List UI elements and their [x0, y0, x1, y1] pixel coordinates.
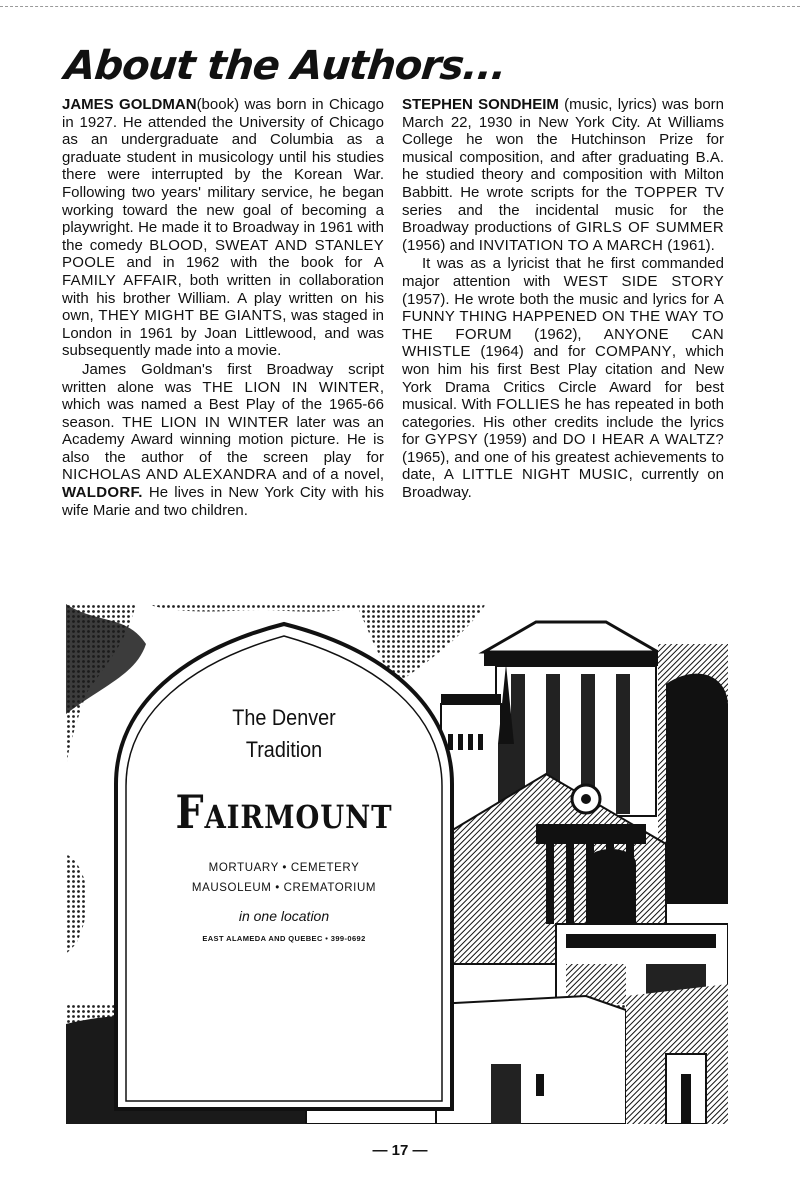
- goldman-paragraph-2: [62, 361, 384, 519]
- text-run: (1956) and: [402, 236, 479, 254]
- goldman-paragraph-1: [62, 96, 384, 360]
- work-title: THE LION IN WINTER: [202, 378, 380, 396]
- work-title: A FAMILY AFFAIR: [62, 254, 384, 289]
- work-title: DO I HEAR A WALTZ?: [562, 431, 724, 449]
- goldman-column: [62, 96, 384, 519]
- work-title: TOPPER: [634, 183, 698, 201]
- text-run: (1957). He wrote both the music and lyrics for: [402, 290, 714, 308]
- work-title: THEY MIGHT BE GIANTS: [98, 307, 283, 325]
- text-run: , was staged in London in 1961 by Joan Littlewood, and was subsequently made into a movie.: [62, 307, 384, 360]
- text-run: , currently on Broadway.: [402, 466, 724, 502]
- ad-copy: [134, 702, 434, 943]
- ad-headline-line-1: The Denver: [232, 705, 336, 730]
- text-run: (1959) and: [478, 431, 563, 449]
- work-title: NICHOLAS AND ALEXANDRA: [62, 466, 277, 484]
- work-title: THE LION IN WINTER: [122, 413, 290, 431]
- ad-services: [134, 858, 434, 898]
- text-run: He lives in New York City with his wife Marie and two children.: [62, 484, 384, 519]
- text-run: , both written in collaboration with his brother William. A play written on his own,: [62, 271, 384, 325]
- text-run: (music, lyrics) was born March 22, 1930 in New York City. At Williams College he won the Hutchinson Prize for musical composition, and after graduating B.A. he studied theory and composition with Milton Babbitt. He wrote scripts for the: [402, 96, 725, 201]
- text-run: TV series and the incidental music for the Broadway productions of: [402, 183, 724, 237]
- text-run: , which was named a Best Play of the 1965-66 season.: [62, 378, 384, 431]
- text-run: (book) was born in Chicago in 1927. He attended the University of Chicago as an undergraduate and Columbia as a graduate student in musicology until his studies there were interrupted by the Korean War. Following two years' military service, he began working toward the new goal of becoming a playwright. He made it to Broadway in 1961 with the comedy: [62, 96, 385, 254]
- page-number: — 17 —: [372, 1142, 428, 1159]
- author-name-sondheim: STEPHEN SONDHEIM: [402, 96, 559, 113]
- text-run: (1964) and for: [470, 343, 596, 361]
- top-rule: [0, 6, 800, 8]
- ad-address: EAST ALAMEDA AND QUEBEC • 399-0692: [202, 934, 366, 943]
- fairmount-logo: Fairmount: [175, 785, 393, 839]
- ad-services-line-1: MORTUARY • CEMETERY: [208, 862, 360, 874]
- work-title: GIRLS OF SUMMER: [575, 219, 724, 237]
- work-title: GYPSY: [424, 431, 479, 449]
- work-title: WEST SIDE STORY: [563, 272, 724, 290]
- work-title: A LITTLE NIGHT MUSIC: [443, 466, 629, 484]
- page-title: About the Authors...: [62, 43, 509, 89]
- work-title: BLOOD, SWEAT AND STANLEY POOLE: [62, 236, 385, 272]
- author-name-goldman: JAMES GOLDMAN: [62, 96, 197, 113]
- fairmount-advertisement: [66, 604, 728, 1124]
- sondheim-column: [402, 96, 724, 502]
- text-run: James Goldman's first Broadway script written alone was: [62, 360, 384, 396]
- ad-location: in one location: [238, 908, 330, 924]
- work-title: FOLLIES: [496, 396, 561, 414]
- text-run: (1962),: [511, 325, 604, 343]
- ad-services-line-2: MAUSOLEUM • CREMATORIUM: [191, 882, 377, 894]
- work-title: A FUNNY THING HAPPENED ON THE WAY TO THE FORUM: [402, 290, 724, 343]
- work-title: INVITATION TO A MARCH: [478, 236, 664, 254]
- sondheim-paragraph-1: [402, 96, 724, 254]
- work-title: COMPANY: [595, 343, 672, 361]
- work-title: WALDORF.: [62, 484, 143, 502]
- text-run: he has repeated in both categories. His other credits include the lyrics for: [402, 396, 724, 449]
- text-run: , which won him his first Best Play citation and New York Drama Critics Circle Award for best musical. With: [402, 343, 725, 414]
- text-run: (1965), and one of his greatest achievements to date,: [402, 448, 724, 484]
- text-run: and of a novel,: [276, 466, 385, 484]
- text-run: and in 1962 with the book for: [115, 254, 374, 272]
- text-run: (1961).: [663, 236, 715, 254]
- sondheim-paragraph-2: [402, 255, 724, 501]
- text-run: It was as a lyricist that he first commanded major attention with: [402, 255, 724, 290]
- text-run: later was an Academy Award winning motion picture. He is also the author of the screen play for: [62, 413, 384, 466]
- ad-headline-line-2: Tradition: [245, 737, 323, 762]
- work-title: ANYONE CAN WHISTLE: [402, 325, 725, 361]
